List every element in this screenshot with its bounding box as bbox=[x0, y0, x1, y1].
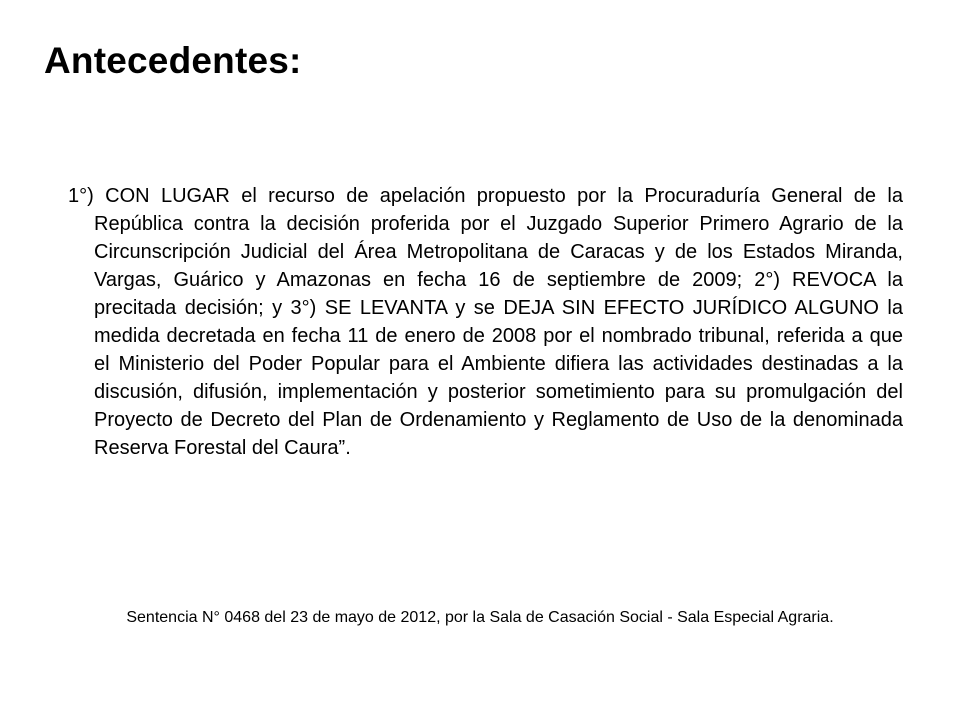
sentence-citation: Sentencia N° 0468 del 23 de mayo de 2012, por la Sala de Casación Social - Sala Especial Agraria. bbox=[126, 609, 834, 626]
quoted-ruling-paragraph bbox=[68, 182, 903, 462]
quoted-ruling-text: 1°) CON LUGAR el recurso de apelación propuesto por la Procuraduría General de la República contra la decisión proferida por el Juzgado Superior Primero Agrario de la Circunscripción Judicial del Área Metropolitana de Caracas y de los Estados Miranda, Vargas, Guárico y Amazonas en fecha 16 de septiembre de 2009; 2°) REVOCA la precitada decisión; y 3°) SE LEVANTA y se DEJA SIN EFECTO JURÍDICO ALGUNO la medida decretada en fecha 11 de enero de 2008 por el nombrado tribunal, referida a que el Ministerio del Poder Popular para el Ambiente difiera las actividades destinadas a la discusión, difusión, implementación y posterior sometimiento para su promulgación del Proyecto de Decreto del Plan de Ordenamiento y Reglamento de Uso de la denominada Reserva Forestal del Caura”. bbox=[68, 185, 903, 459]
slide-title: Antecedentes: bbox=[44, 40, 302, 81]
